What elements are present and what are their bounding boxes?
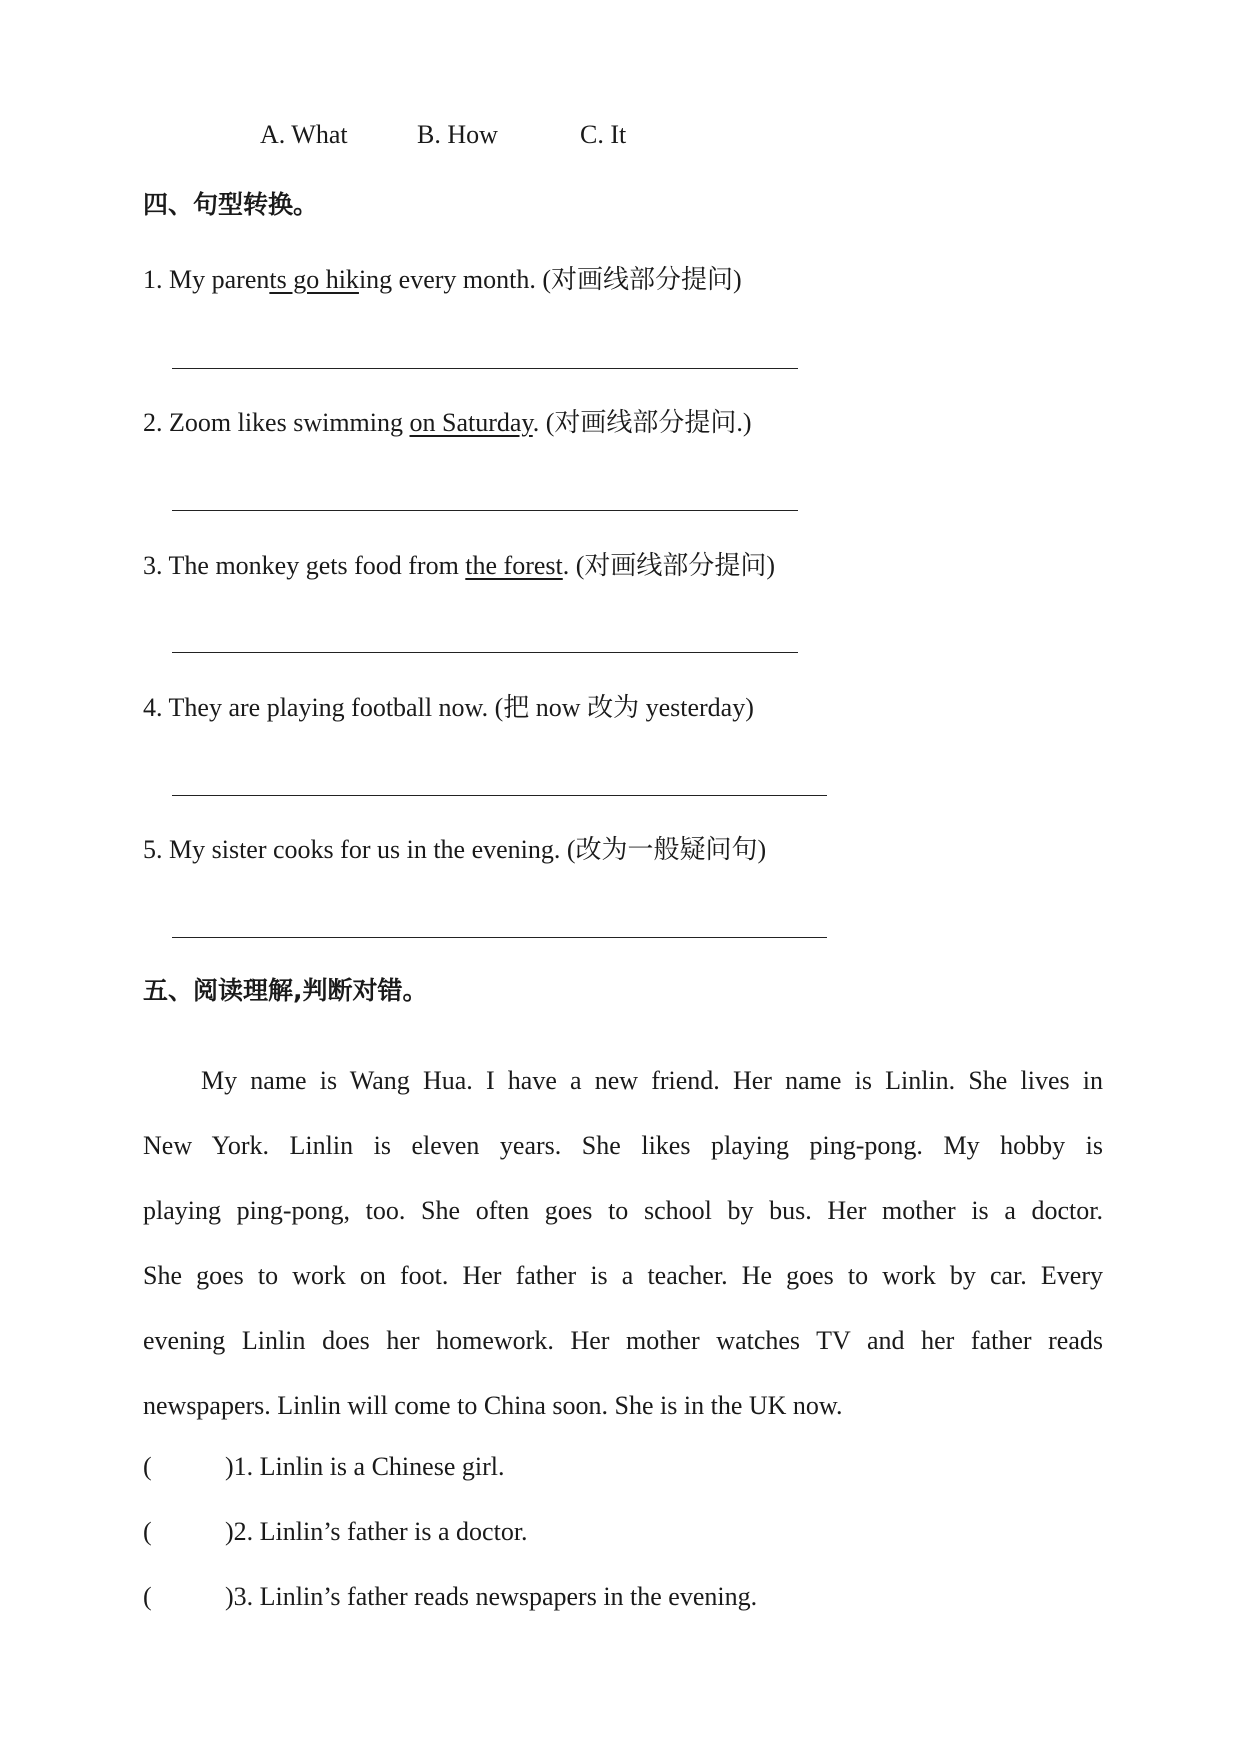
- underlined-part: the forest: [465, 551, 563, 580]
- question-1: 1. My parents go hiking every month. (对画线部分提问): [143, 265, 742, 294]
- passage-line: My name is Wang Hua. I have a new friend. Her name is Linlin. She lives in: [201, 1066, 1103, 1095]
- section5-heading: 五、阅读理解,判断对错。: [143, 976, 428, 1005]
- underlined-part: ts go hik: [269, 265, 359, 294]
- answer-bracket[interactable]: (: [143, 1452, 152, 1481]
- option-b: B. How: [417, 120, 498, 149]
- question-4: 4. They are playing football now. (把 now 改为 yesterday): [143, 693, 754, 722]
- passage-line: New York. Linlin is eleven years. She likes playing ping-pong. My hobby is: [143, 1131, 1103, 1160]
- passage-line: evening Linlin does her homework. Her mother watches TV and her father reads: [143, 1326, 1103, 1355]
- judgement-question-3: ( )3. Linlin’s father reads newspapers in the evening.: [143, 1582, 758, 1611]
- answer-line-2[interactable]: [172, 510, 798, 511]
- question-5: 5. My sister cooks for us in the evening. (改为一般疑问句): [143, 835, 767, 864]
- reading-passage: [143, 1048, 1103, 1438]
- passage-line: newspapers. Linlin will come to China soon. She is in the UK now.: [143, 1391, 843, 1420]
- answer-line-4[interactable]: [172, 795, 827, 796]
- option-c: C. It: [580, 120, 627, 149]
- answer-bracket[interactable]: (: [143, 1582, 152, 1611]
- judgement-question-2: ( )2. Linlin’s father is a doctor.: [143, 1517, 528, 1546]
- passage-line: playing ping-pong, too. She often goes to school by bus. Her mother is a doctor.: [143, 1196, 1103, 1225]
- answer-line-1[interactable]: [172, 368, 798, 369]
- question-2: 2. Zoom likes swimming on Saturday. (对画线部分提问.): [143, 408, 752, 437]
- answer-line-5[interactable]: [172, 937, 827, 938]
- passage-line: She goes to work on foot. Her father is a teacher. He goes to work by car. Every: [143, 1261, 1103, 1290]
- answer-bracket[interactable]: (: [143, 1517, 152, 1546]
- option-a: A. What: [260, 120, 348, 149]
- answer-line-3[interactable]: [172, 652, 798, 653]
- section4-heading: 四、句型转换。: [143, 190, 319, 219]
- underlined-part: on Saturday: [409, 408, 533, 437]
- question-3: 3. The monkey gets food from the forest. (对画线部分提问): [143, 551, 776, 580]
- judgement-question-1: ( )1. Linlin is a Chinese girl.: [143, 1452, 505, 1481]
